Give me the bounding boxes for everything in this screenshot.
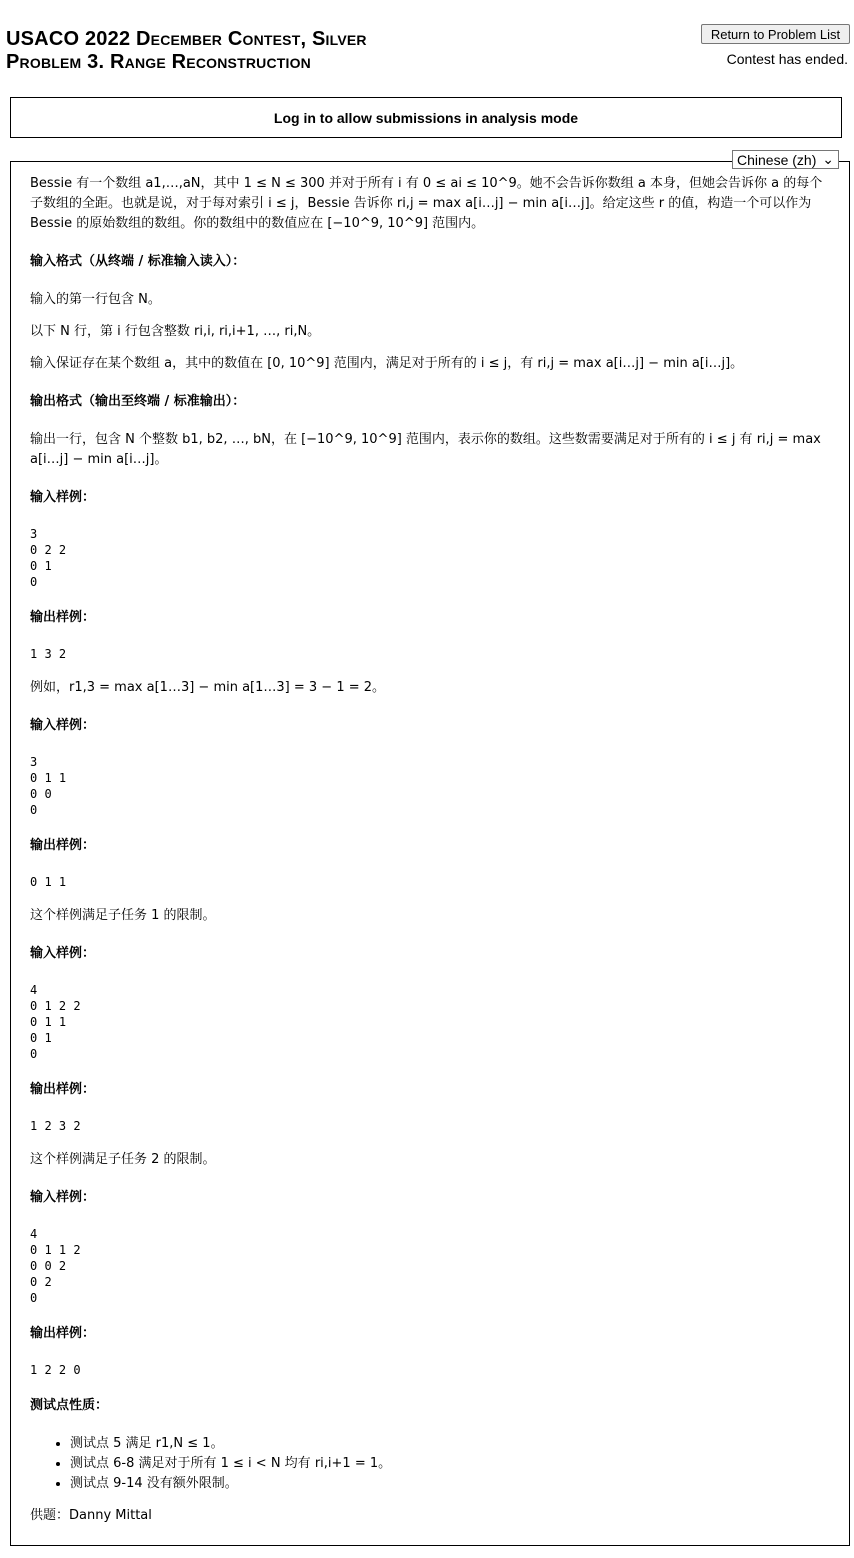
sample-output-label: 输出样例： [30,1082,96,1097]
problem-content [30,172,830,1526]
sample-input: 4 0 1 1 2 0 0 2 0 2 0 [30,1227,81,1305]
sample-output-label: 输出样例： [30,610,96,625]
sample-output-label: 输出样例： [30,838,96,853]
language-selected: Chinese (zh) [737,151,817,168]
sample-output: 0 1 1 [30,875,67,889]
chevron-down-icon: ⌄ [822,151,834,167]
problem-credits: 供题：Danny Mittal [30,1508,152,1523]
scoring-list [30,1434,830,1494]
sample-input-label: 输入样例： [30,490,96,505]
sample-input-label: 输入样例： [30,718,96,733]
scoring-item: • 测试点 6-8 满足对于所有 1 ≤ i < N 均有 ri,i+1 = 1。 [70,1454,830,1474]
title-line-contest: USACO 2022 December Contest, Silver [6,28,367,50]
sample-note: 这个样例满足子任务 1 的限制。 [30,908,216,923]
sample-input: 4 0 1 2 2 0 1 1 0 1 0 [30,983,81,1061]
sample-output: 1 3 2 [30,647,67,661]
title-line-problem: Problem 3. Range Reconstruction [6,51,311,73]
output-format-text: 输出一行，包含 N 个整数 b1, b2, …, bN，在 [−10^9, 10^9] 范围内，表示你的数组。这些数需要满足对于所有的 i ≤ j 有 ri,j = max a[i…j] − min a[i…j]。 [30,432,821,467]
return-to-problem-list-button[interactable]: Return to Problem List [701,24,850,44]
input-line-2: 以下 N 行，第 i 行包含整数 ri,i, ri,i+1, …, ri,N。 [30,324,321,339]
sample-output: 1 2 2 0 [30,1363,81,1377]
sample-input: 3 0 2 2 0 1 0 [30,527,67,589]
output-format-heading: 输出格式（输出至终端 / 标准输出）： [30,394,246,409]
sample-output-label: 输出样例： [30,1326,96,1341]
sample-output: 1 2 3 2 [30,1119,81,1133]
scoring-heading: 测试点性质： [30,1398,109,1413]
scoring-item: • 测试点 9-14 没有额外限制。 [70,1474,830,1494]
input-line-1: 输入的第一行包含 N。 [30,292,161,307]
sample-input-label: 输入样例： [30,946,96,961]
input-format-heading: 输入格式（从终端 / 标准输入读入）： [30,254,246,269]
login-banner: Log in to allow submissions in analysis mode [10,97,842,138]
page-title [6,28,367,74]
sample-input: 3 0 1 1 0 0 0 [30,755,67,817]
contest-status: Contest has ended. [726,51,848,67]
input-line-3: 输入保证存在某个数组 a，其中的数值在 [0, 10^9] 范围内，满足对于所有的 i ≤ j，有 ri,j = max a[i…j] − min a[i…j]。 [30,356,744,371]
sample-note: 这个样例满足子任务 2 的限制。 [30,1152,216,1167]
language-select[interactable] [732,150,839,169]
problem-statement: Bessie 有一个数组 a1,…,aN，其中 1 ≤ N ≤ 300 并对于所有 i 有 0 ≤ ai ≤ 10^9。她不会告诉你数组 a 本身，但她会告诉你 a 的每个子数组的全距。也就是说，对于每对索引 i ≤ j，Bessie 告诉你 ri,j = max a[i…j] − min a[i…j]。给定这些 r 的值，构造一个可以作为 Bessie 的原始数组的数组。你的数组中的数值应在 [−10^9, 10^9] 范围内。 [30,176,823,231]
scoring-item: • 测试点 5 满足 r1,N ≤ 1。 [70,1434,830,1454]
sample-note: 例如，r1,3 = max a[1…3] − min a[1…3] = 3 − 1 = 2。 [30,680,386,695]
sample-input-label: 输入样例： [30,1190,96,1205]
